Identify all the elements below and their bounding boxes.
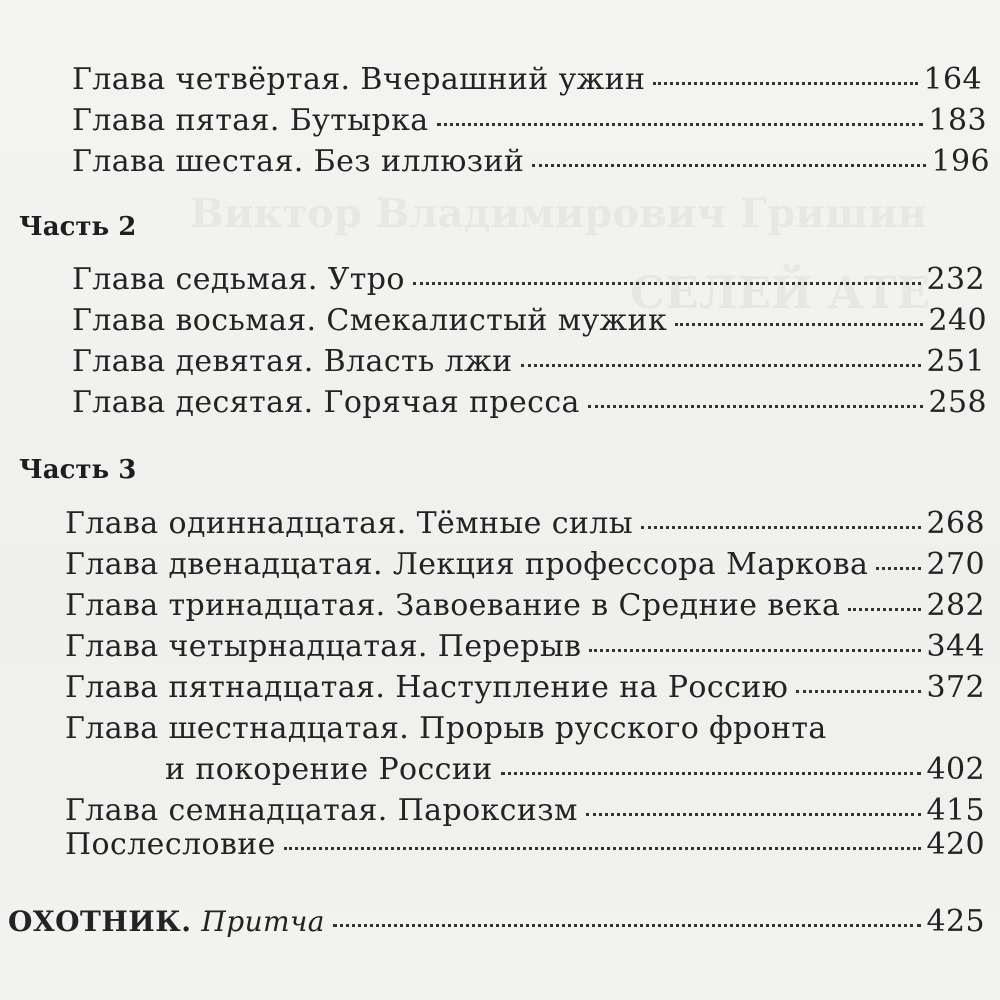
dot-leader — [532, 164, 925, 167]
part-3-heading: Часть 3 — [19, 455, 137, 485]
toc-title: Глава тринадцатая. Завоевание в Средние века — [65, 588, 841, 623]
hunter-subtitle: Притча — [201, 905, 325, 938]
toc-page-number: 344 — [926, 629, 985, 664]
toc-entry[interactable] — [165, 750, 985, 790]
toc-entry[interactable] — [65, 668, 985, 708]
toc-title: Глава двенадцатая. Лекция профессора Маркова — [65, 547, 869, 582]
toc-page-number: 251 — [926, 344, 985, 379]
toc-title: Глава восьмая. Смекалистый мужик — [72, 303, 668, 338]
dot-leader — [284, 847, 921, 850]
toc-page-number: 270 — [926, 547, 985, 582]
toc-title: Глава пятая. Бутырка — [72, 103, 429, 138]
toc-title: Глава шестая. Без иллюзий — [72, 144, 525, 179]
toc-title-line-1[interactable]: Глава шестнадцатая. Прорыв русского фронта — [65, 711, 827, 746]
toc-title-line-2: и покорение России — [165, 752, 493, 787]
dot-leader — [848, 608, 920, 611]
toc-title: Послесловие — [65, 827, 276, 862]
toc-entry[interactable] — [65, 504, 985, 544]
dot-leader — [653, 82, 917, 85]
dot-leader — [333, 924, 921, 927]
toc-entry[interactable] — [72, 260, 985, 300]
toc-title: Глава четвёртая. Вчерашний ужин — [72, 62, 646, 97]
dot-leader — [437, 123, 923, 126]
toc-entry-hunter[interactable] — [8, 902, 985, 942]
dot-leader — [413, 282, 921, 285]
toc-entry[interactable] — [65, 825, 985, 865]
toc-page-number: 196 — [931, 144, 990, 179]
toc-entry[interactable] — [65, 586, 985, 626]
dot-leader — [586, 813, 921, 816]
toc-page-number: 164 — [923, 62, 982, 97]
toc-page-number: 402 — [926, 752, 985, 787]
toc-page-number: 240 — [928, 303, 987, 338]
toc-entry[interactable] — [72, 60, 982, 100]
toc-title: Глава девятая. Власть лжи — [72, 344, 513, 379]
toc-entry[interactable] — [72, 383, 987, 423]
dot-leader — [501, 772, 921, 775]
toc-page-number: 372 — [926, 670, 985, 705]
toc-title: Глава пятнадцатая. Наступление на Россию — [65, 670, 789, 705]
bleed-through-text: СЕЛЕЙ АТЕ — [630, 268, 931, 319]
toc-title: Глава одиннадцатая. Тёмные силы — [65, 506, 634, 541]
toc-page-number: 258 — [928, 385, 987, 420]
dot-leader — [675, 323, 922, 326]
dot-leader — [641, 526, 920, 529]
toc-entry[interactable] — [72, 342, 985, 382]
bleed-through-text: Виктор Владимирович Гришин — [190, 190, 927, 237]
toc-entry[interactable] — [65, 545, 985, 585]
toc-entry[interactable] — [72, 101, 987, 141]
toc-title: Глава четырнадцатая. Перерыв — [65, 629, 582, 664]
toc-page-number: 282 — [926, 588, 985, 623]
toc-page-number: 425 — [926, 904, 985, 939]
toc-title — [8, 902, 325, 942]
toc-page-number: 232 — [926, 262, 985, 297]
toc-title: Глава семнадцатая. Пароксизм — [65, 793, 578, 828]
toc-entry[interactable] — [72, 142, 990, 182]
toc-entry[interactable] — [65, 627, 985, 667]
toc-page-number: 183 — [928, 103, 987, 138]
toc-title: Глава седьмая. Утро — [72, 262, 405, 297]
toc-page-number: 420 — [926, 827, 985, 862]
hunter-title: ОХОТНИК. — [8, 905, 192, 938]
toc-entry[interactable] — [72, 301, 987, 341]
toc-page-number: 415 — [926, 793, 985, 828]
dot-leader — [796, 690, 920, 693]
dot-leader — [589, 649, 920, 652]
dot-leader — [876, 567, 920, 570]
toc-title: Глава десятая. Горячая пресса — [72, 385, 580, 420]
dot-leader — [588, 405, 923, 408]
part-2-heading: Часть 2 — [19, 212, 137, 242]
toc-page-number: 268 — [926, 506, 985, 541]
dot-leader — [521, 364, 921, 367]
